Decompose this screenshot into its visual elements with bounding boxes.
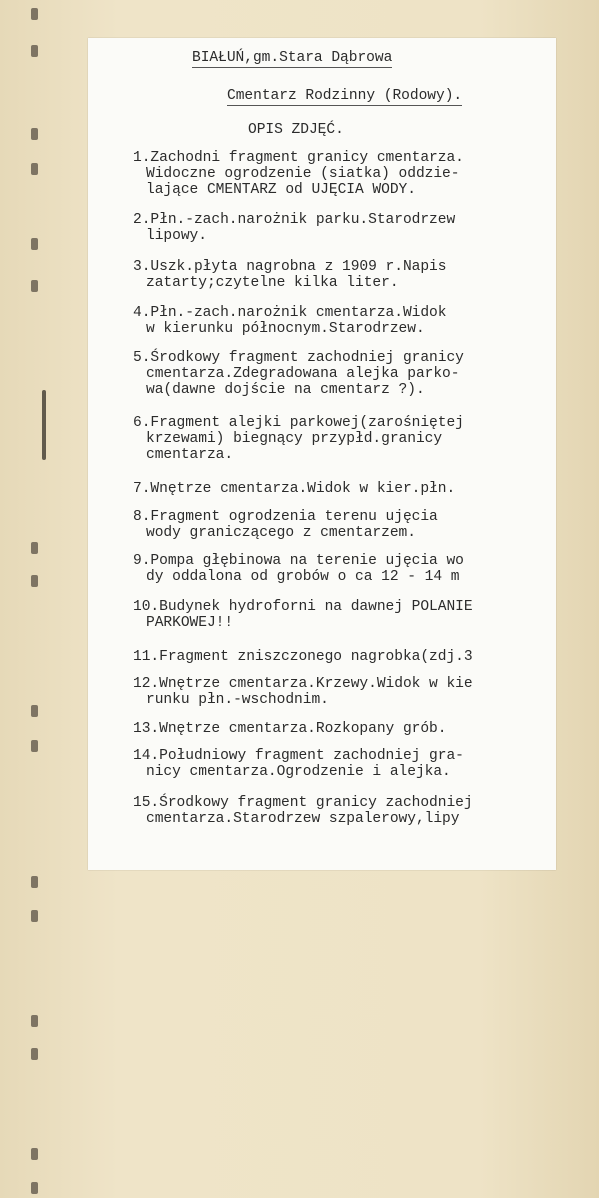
list-item [88, 553, 556, 585]
item-line: 6.Fragment alejki parkowej(zarośniętej [133, 415, 464, 431]
location-heading: BIAŁUŃ,gm.Stara Dąbrowa [192, 50, 393, 66]
binder-hole [31, 238, 38, 250]
item-line: cmentarza.Starodrzew szpalerowy,lipy [146, 811, 460, 827]
binder-hole [31, 1048, 38, 1060]
list-item [88, 350, 556, 398]
list-item [88, 795, 556, 827]
item-line: 11.Fragment zniszczonego nagrobka(zdj.3 [133, 649, 473, 665]
item-line: dy oddalona od grobów o ca 12 - 14 m [146, 569, 460, 585]
list-item [88, 415, 556, 463]
item-line: cmentarza.Zdegradowana alejka parko- [146, 366, 460, 382]
binder-hole [31, 1182, 38, 1194]
list-item [88, 150, 556, 198]
item-line: nicy cmentarza.Ogrodzenie i alejka. [146, 764, 451, 780]
item-line: lipowy. [146, 228, 207, 244]
binder-hole [31, 8, 38, 20]
item-line: 4.Płn.-zach.narożnik cmentarza.Widok [133, 305, 447, 321]
section-title: OPIS ZDJĘĆ. [248, 122, 344, 138]
binder-hole [31, 740, 38, 752]
item-line: 5.Środkowy fragment zachodniej granicy [133, 350, 464, 366]
pencil-mark [42, 390, 46, 460]
item-line: 7.Wnętrze cmentarza.Widok w kier.płn. [133, 481, 456, 497]
item-line: wa(dawne dojście na cmentarz ?). [146, 382, 425, 398]
list-item [88, 748, 556, 780]
typed-sheet [88, 38, 556, 870]
item-line: cmentarza. [146, 447, 234, 463]
list-item [88, 676, 556, 708]
item-line: zatarty;czytelne kilka liter. [146, 275, 399, 291]
item-line: 14.Południowy fragment zachodniej gra- [133, 748, 464, 764]
item-line: 3.Uszk.płyta nagrobna z 1909 r.Napis [133, 259, 447, 275]
item-line: 15.Środkowy fragment granicy zachodniej [133, 795, 473, 811]
list-item [88, 509, 556, 541]
item-line: PARKOWEJ!! [146, 615, 234, 631]
binder-hole [31, 876, 38, 888]
item-line: wody graniczącego z cmentarzem. [146, 525, 416, 541]
item-line: 12.Wnętrze cmentarza.Krzewy.Widok w kie [133, 676, 473, 692]
item-line: krzewami) biegnący przypłd.granicy [146, 431, 443, 447]
item-line: Widoczne ogrodzenie (siatka) oddzie- [146, 166, 460, 182]
binder-hole [31, 163, 38, 175]
binder-hole [31, 542, 38, 554]
item-line: 1.Zachodni fragment granicy cmentarza. [133, 150, 464, 166]
item-line: 13.Wnętrze cmentarza.Rozkopany grób. [133, 721, 447, 737]
list-item [88, 599, 556, 631]
binder-hole [31, 575, 38, 587]
list-item [88, 259, 556, 291]
list-item [88, 212, 556, 244]
list-item [88, 721, 556, 737]
cemetery-subtitle: Cmentarz Rodzinny (Rodowy). [227, 88, 463, 104]
list-item [88, 305, 556, 337]
item-line: 2.Płn.-zach.narożnik parku.Starodrzew [133, 212, 456, 228]
binder-hole [31, 128, 38, 140]
binder-hole [31, 705, 38, 717]
item-line: 8.Fragment ogrodzenia terenu ujęcia [133, 509, 438, 525]
binder-hole [31, 1015, 38, 1027]
binder-hole [31, 45, 38, 57]
item-line: runku płn.-wschodnim. [146, 692, 329, 708]
list-item [88, 649, 556, 665]
item-line: 9.Pompa głębinowa na terenie ujęcia wo [133, 553, 464, 569]
binder-hole [31, 910, 38, 922]
item-line: lające CMENTARZ od UJĘCIA WODY. [146, 182, 416, 198]
binder-hole [31, 280, 38, 292]
list-item [88, 481, 556, 497]
item-line: w kierunku północnym.Starodrzew. [146, 321, 425, 337]
binder-hole [31, 1148, 38, 1160]
item-line: 10.Budynek hydroforni na dawnej POLANIE [133, 599, 473, 615]
